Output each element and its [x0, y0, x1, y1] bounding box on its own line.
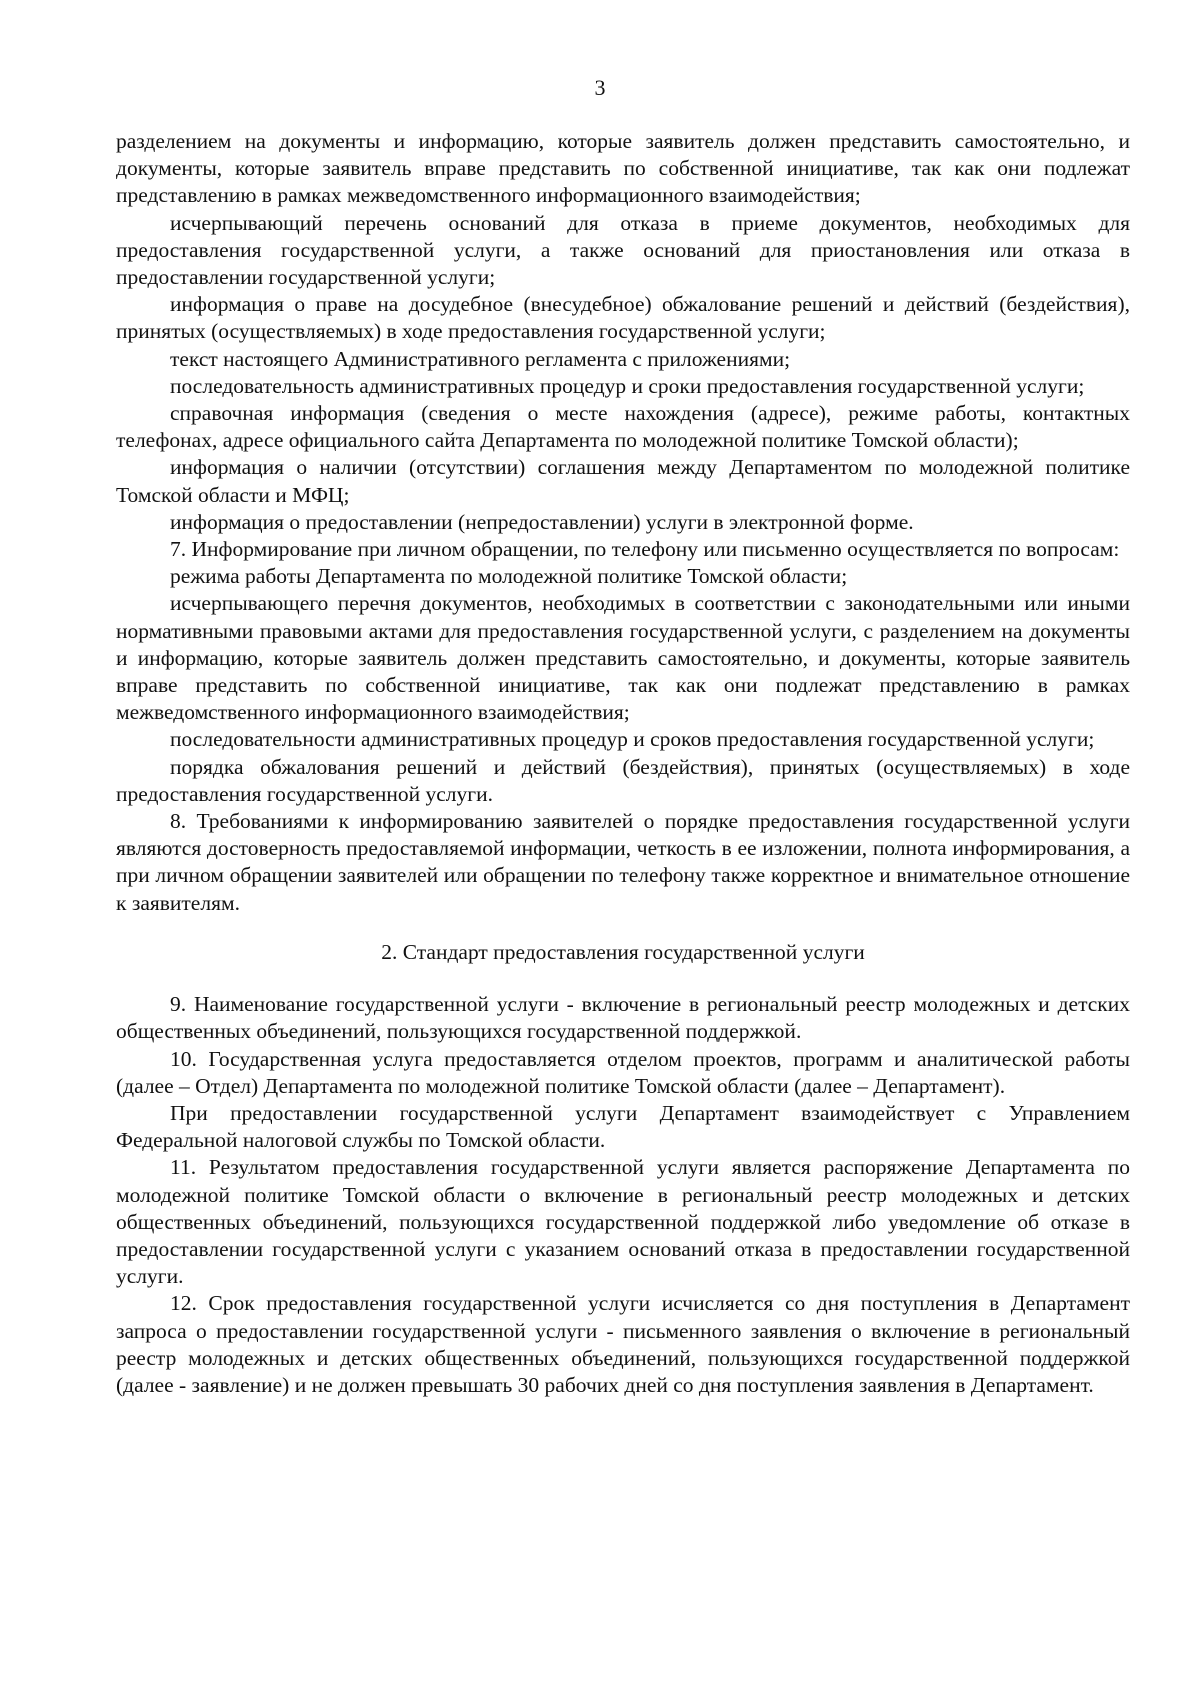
- paragraph: 10. Государственная услуга предоставляется отделом проектов, программ и аналитической работы (далее – Отдел) Департамента по молодежной политике Томской области (далее – Департамент).: [116, 1046, 1130, 1098]
- paragraph: 7. Информирование при личном обращении, по телефону или письменно осуществляется по вопросам:: [170, 537, 1120, 562]
- paragraph: режима работы Департамента по молодежной политике Томской области;: [170, 564, 848, 589]
- paragraph: справочная информация (сведения о месте нахождения (адресе), режиме работы, контактных телефонах, адресе официального сайта Департамента по молодежной политике Томской области);: [116, 401, 1130, 453]
- document-body: [116, 128, 1130, 1399]
- section-1-text: [116, 128, 1130, 917]
- paragraph: исчерпывающего перечня документов, необходимых в соответствии с законодательными или иными нормативными правовыми актами для предоставления государственной услуги, с разделением на документы и информацию, которые заявитель должен представить самостоятельно, и документы, которые заявитель вправе представить по собственной инициативе, так как они подлежат представлению в рамках межведомственного информационного взаимодействия;: [116, 591, 1130, 725]
- paragraph: последовательность административных процедур и сроки предоставления государственной услуги;: [170, 373, 1085, 398]
- paragraph: информация о праве на досудебное (внесудебное) обжалование решений и действий (бездействия), принятых (осуществляемых) в ходе предоставления государственной услуги;: [116, 292, 1130, 344]
- paragraph: информация о предоставлении (непредоставлении) услуги в электронной форме.: [170, 509, 914, 534]
- section-2-heading: 2. Стандарт предоставления государственной услуги: [381, 939, 865, 964]
- paragraph: 9. Наименование государственной услуги - включение в региональный реестр молодежных и детских общественных объединений, пользующихся государственной поддержкой.: [116, 992, 1130, 1044]
- paragraph: 11. Результатом предоставления государственной услуги является распоряжение Департамента по молодежной политике Томской области о включение в региональный реестр молодежных и детских общественных объединений, пользующихся государственной поддержкой либо уведомление об отказе в предоставлении государственной услуги с указанием оснований отказа в предоставлении государственной услуги.: [116, 1155, 1130, 1289]
- paragraph: информация о наличии (отсутствии) соглашения между Департаментом по молодежной политике Томской области и МФЦ;: [116, 455, 1130, 507]
- paragraph: 8. Требованиями к информированию заявителей о порядке предоставления государственной услуги являются достоверность предоставляемой информации, четкость в ее изложении, полнота информирования, а при личном обращении заявителей или обращении по телефону также корректное и внимательное отношение к заявителям.: [116, 809, 1130, 915]
- paragraph: последовательности административных процедур и сроков предоставления государственной услуги;: [170, 727, 1095, 752]
- paragraph: разделением на документы и информацию, которые заявитель должен представить самостоятельно, и документы, которые заявитель вправе представить по собственной инициативе, так как они подлежат представлению в рамках межведомственного информационного взаимодействия;: [116, 129, 1130, 208]
- page-number: 3: [594, 75, 606, 100]
- paragraph: 12. Срок предоставления государственной услуги исчисляется со дня поступления в Департамент запроса о предоставлении государственной услуги - письменного заявления о включение в региональный реестр молодежных и детских общественных объединений, пользующихся государственной поддержкой (далее - заявление) и не должен превышать 30 рабочих дней со дня поступления заявления в Департамент.: [116, 1291, 1130, 1397]
- paragraph: исчерпывающий перечень оснований для отказа в приеме документов, необходимых для предоставления государственной услуги, а также оснований для приостановления или отказа в предоставлении государственной услуги;: [116, 210, 1130, 290]
- paragraph: порядка обжалования решений и действий (бездействия), принятых (осуществляемых) в ходе предоставления государственной услуги.: [116, 754, 1130, 806]
- paragraph: При предоставлении государственной услуги Департамент взаимодействует с Управлением Федеральной налоговой службы по Томской области.: [116, 1100, 1130, 1153]
- section-2-text: [116, 991, 1130, 1399]
- paragraph: текст настоящего Административного регламента с приложениями;: [170, 346, 791, 371]
